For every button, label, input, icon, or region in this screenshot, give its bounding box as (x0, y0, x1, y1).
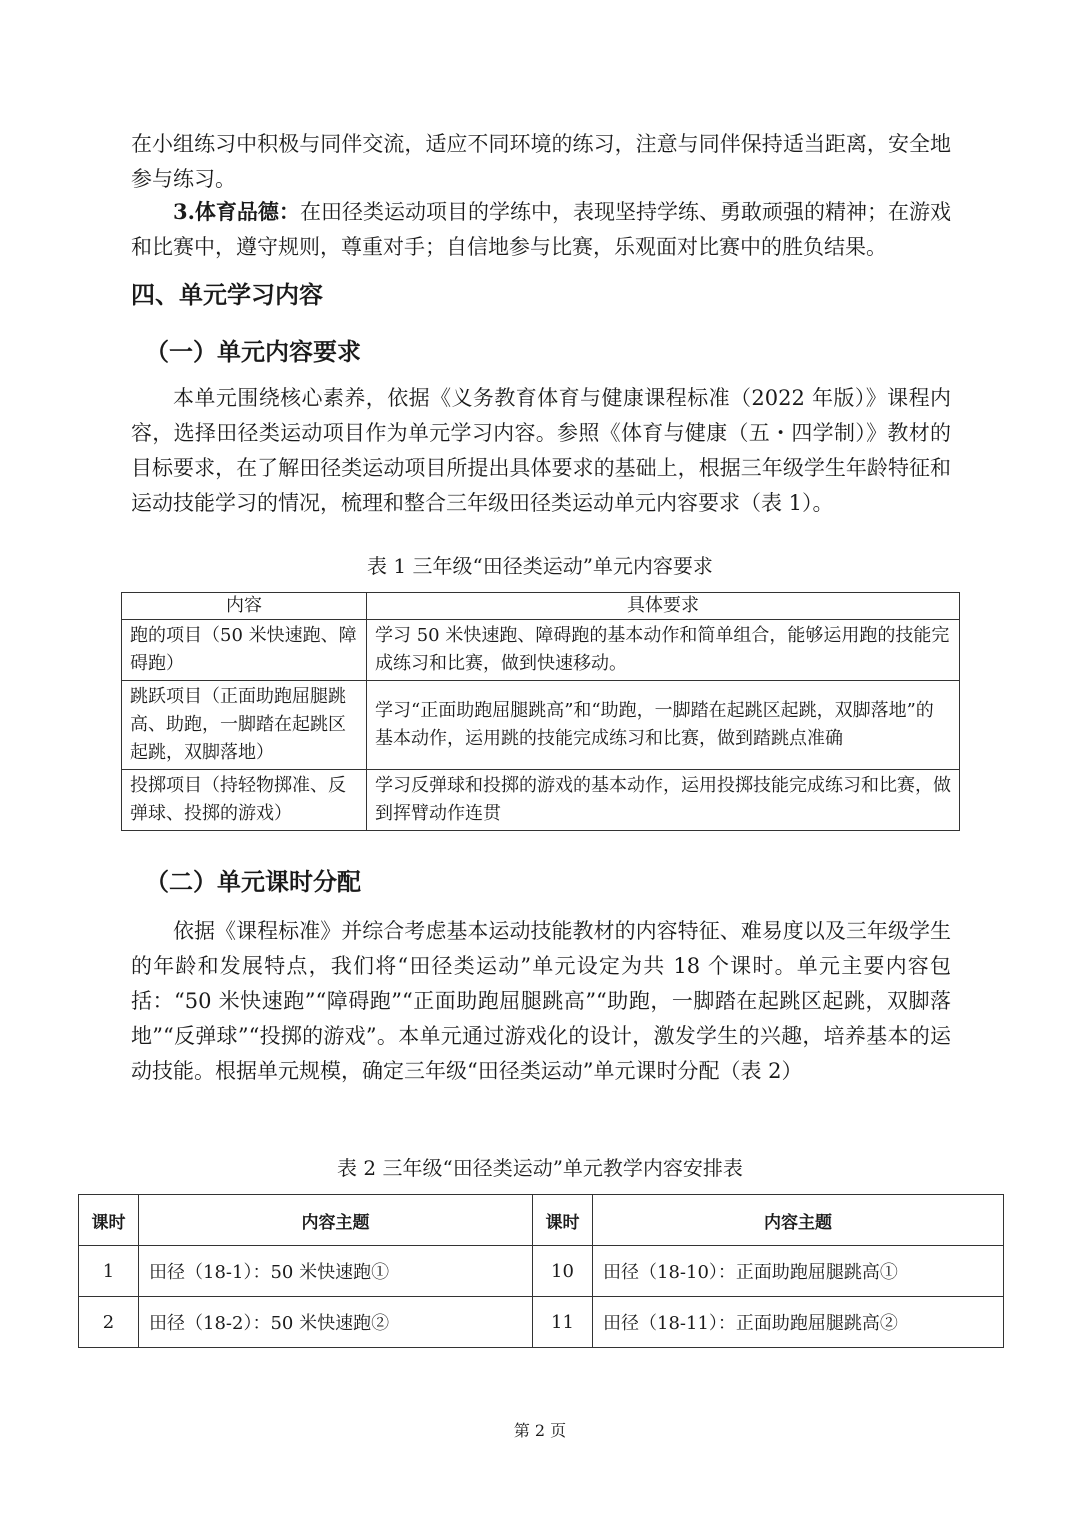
sport-ethics-label: 3.体育品德： (173, 199, 300, 224)
lesson-schedule-table (78, 1194, 1004, 1348)
lesson-number: 11 (533, 1297, 593, 1348)
lesson-topic: 田径（18-10）：正面助跑屈腿跳高① (593, 1246, 1004, 1297)
table-cell: 跑的项目（50 米快速跑、障碍跑） (122, 620, 367, 681)
header-cell: 课时 (533, 1195, 593, 1246)
table-cell: 跳跃项目（正面助跑屈腿跳高、助跑，一脚踏在起跳区起跳，双脚落地） (122, 681, 367, 770)
table-cell: 学习 50 米快速跑、障碍跑的基本动作和简单组合，能够运用跑的技能完成练习和比赛，做到快速移动。 (367, 620, 960, 681)
paragraph-cooperation: 在小组练习中积极与同伴交流，适应不同环境的练习，注意与同伴保持适当距离，安全地参与练习。 (131, 132, 951, 191)
subsection-heading-content-requirements: （一）单元内容要求 (145, 338, 361, 366)
lesson-topic: 田径（18-1）：50 米快速跑① (139, 1246, 533, 1297)
lesson-number: 1 (79, 1246, 139, 1297)
table-row (79, 1246, 1004, 1297)
paragraph-content-requirements: 本单元围绕核心素养，依据《义务教育体育与健康课程标准（2022 年版）》课程内容，选择田径类运动项目作为单元学习内容。参照《体育与健康（五・四学制）》教材的目标要求，在了解田径类运动项目所提出具体要求的基础上，根据三年级学生年龄特征和运动技能学习的情况，梳理和整合三年级田径类运动单元内容要求（表 1）。 (131, 386, 951, 515)
table-row (79, 1297, 1004, 1348)
table-row (122, 620, 960, 681)
sport-ethics-text: 在田径类运动项目的学练中，表现坚持学练、勇敢顽强的精神；在游戏和比赛中，遵守规则，尊重对手；自信地参与比赛，乐观面对比赛中的胜负结果。 (131, 200, 951, 259)
paragraph-lesson-allocation: 依据《课程标准》并综合考虑基本运动技能教材的内容特征、难易度以及三年级学生的年龄和发展特点，我们将“田径类运动”单元设定为共 18 个课时。单元主要内容包括：“50 米快速跑”“障碍跑”“正面助跑屈腿跳高”“助跑，一脚踏在起跳区起跳，双脚落地”“反弹球”“投掷的游戏”。本单元通过游戏化的设计，激发学生的兴趣，培养基本的运动技能。根据单元规模，确定三年级“田径类运动”单元课时分配（表 2） (131, 919, 951, 1083)
section-heading-4: 四、单元学习内容 (131, 281, 323, 309)
header-cell: 课时 (79, 1195, 139, 1246)
table-cell: 投掷项目（持轻物掷准、反弹球、投掷的游戏） (122, 770, 367, 831)
header-cell: 内容主题 (139, 1195, 533, 1246)
page-number: 第 2 页 (513, 1421, 567, 1440)
content-requirements-table (121, 592, 960, 831)
table-row (122, 770, 960, 831)
header-cell: 内容主题 (593, 1195, 1004, 1246)
subsection-heading-lesson-allocation: （二）单元课时分配 (145, 868, 361, 896)
header-cell: 具体要求 (367, 593, 960, 620)
header-cell: 内容 (122, 593, 367, 620)
table2-caption: 表 2 三年级“田径类运动”单元教学内容安排表 (337, 1156, 743, 1180)
table-cell: 学习“正面助跑屈腿跳高”和“助跑，一脚踏在起跳区起跳，双脚落地”的基本动作，运用跳的技能完成练习和比赛，做到踏跳点准确 (367, 681, 960, 770)
lesson-number: 10 (533, 1246, 593, 1297)
table-row (122, 681, 960, 770)
lesson-topic: 田径（18-11）：正面助跑屈腿跳高② (593, 1297, 1004, 1348)
lesson-topic: 田径（18-2）：50 米快速跑② (139, 1297, 533, 1348)
table1-caption: 表 1 三年级“田径类运动”单元内容要求 (367, 554, 713, 578)
table-cell: 学习反弹球和投掷的游戏的基本动作，运用投掷技能完成练习和比赛，做到挥臂动作连贯 (367, 770, 960, 831)
lesson-number: 2 (79, 1297, 139, 1348)
table-header-row (122, 593, 960, 620)
table-header-row (79, 1195, 1004, 1246)
paragraph-sport-ethics (131, 194, 951, 265)
